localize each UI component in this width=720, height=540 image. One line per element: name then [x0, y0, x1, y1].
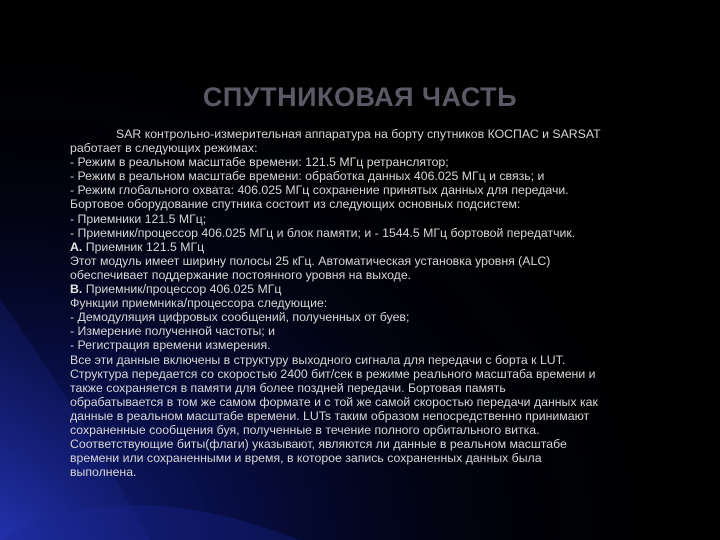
body-line-text: сохраненные сообщения буя, полученные в течение полного орбитального витка.: [70, 422, 540, 437]
body-line: [70, 324, 710, 338]
body-line-text: - Режим в реальном масштабе времени: 121.5 МГц ретранслятор;: [70, 155, 449, 170]
body-line: [70, 240, 710, 254]
body-line: [70, 141, 710, 155]
body-line: [70, 310, 710, 324]
body-line-text: - Приемник/процессор 406.025 МГц и блок памяти; и - 1544.5 МГц бортовой передатчик.: [70, 225, 576, 240]
body-line: [70, 395, 710, 409]
body-line-text: Этот модуль имеет ширину полосы 25 кГц. Автоматическая установка уровня (ALC): [70, 253, 551, 268]
body-line-text: - Режим в реальном масштабе времени: обработка данных 406.025 МГц и связь; и: [70, 169, 545, 184]
slide-title: СПУТНИКОВАЯ ЧАСТЬ: [202, 82, 518, 112]
body-line: [70, 254, 710, 268]
body-line: [70, 282, 710, 296]
body-line-text: Бортовое оборудование спутника состоит из следующих основных подсистем:: [70, 197, 521, 212]
section-marker: A.: [70, 239, 83, 254]
body-line-text: работает в следующих режимах:: [70, 141, 258, 156]
body-line: [70, 127, 710, 141]
slide-body: [70, 127, 710, 479]
body-line-text: обеспечивает поддержание постоянного уровня на выходе.: [70, 267, 412, 282]
body-line: [70, 465, 710, 479]
body-line: [70, 169, 710, 183]
body-line-text: Приемник/процессор 406.025 МГц: [82, 282, 282, 297]
body-line-text: данные в реальном масштабе времени. LUTs таким образом непосредственно принимают: [70, 408, 590, 423]
body-line: [70, 183, 710, 197]
body-line: [70, 409, 710, 423]
body-line-text: также сохраняется в памяти для более поздней передачи. Бортовая память: [70, 380, 506, 395]
body-line: [70, 367, 710, 381]
body-line-text: - Регистрация времени измерения.: [70, 338, 271, 353]
body-line: [70, 381, 710, 395]
body-line: [70, 353, 710, 367]
body-line-text: Все эти данные включены в структуру выходного сигнала для передачи с борта к LUT.: [70, 352, 566, 367]
body-line-text: обрабатывается в том же самом формате и с той же самой скоростью передачи данных как: [70, 394, 598, 409]
body-line-text: - Режим глобального охвата: 406.025 МГц сохранение принятых данных для передачи.: [70, 183, 569, 198]
body-line: [70, 155, 710, 169]
body-line: [70, 212, 710, 226]
body-line: [70, 197, 710, 211]
body-line: [70, 423, 710, 437]
body-line: [70, 451, 710, 465]
body-line-text: SAR контрольно-измерительная аппаратура на борту спутников КОСПАС и SARSAT: [116, 127, 601, 141]
body-line-text: выполнена.: [70, 465, 137, 480]
body-line: [70, 268, 710, 282]
body-line: [70, 338, 710, 352]
body-line-text: времени или сохраненными и время, в которое запись сохраненных данных была: [70, 451, 542, 466]
body-line-text: Функции приемника/процессора следующие:: [70, 296, 328, 311]
body-line: [70, 296, 710, 310]
body-line-text: - Приемники 121.5 МГц;: [70, 211, 207, 226]
body-line-text: - Измерение полученной частоты; и: [70, 324, 276, 339]
body-line-text: Приемник 121.5 МГц: [82, 239, 205, 254]
body-line-text: Структура передается со скоростью 2400 бит/сек в режиме реального масштаба времени и: [70, 366, 596, 381]
body-line-text: - Демодуляция цифровых сообщений, полученных от буев;: [70, 310, 410, 325]
section-marker: B.: [70, 282, 83, 297]
body-line-text: Соответствующие биты(флаги) указывают, являются ли данные в реальном масштабе: [70, 437, 567, 452]
body-line: [70, 226, 710, 240]
body-line: [70, 437, 710, 451]
